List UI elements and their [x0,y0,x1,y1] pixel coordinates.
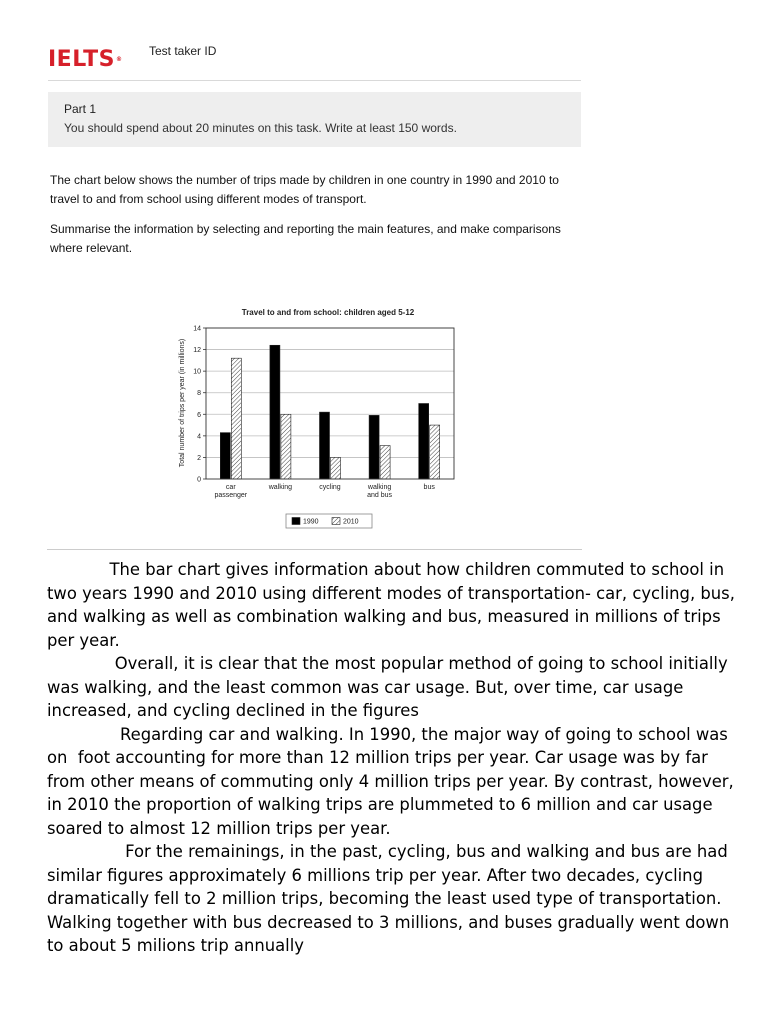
logo-text: IELTS [48,47,115,72]
bar-2010 [380,446,390,479]
x-tick-label: bus [423,484,435,491]
x-tick-label: walking [367,484,392,491]
registered-mark: ® [115,56,123,63]
essay-body [47,558,741,958]
legend-swatch-2010 [332,518,340,525]
plot-frame [206,328,454,479]
bar-2010 [430,425,440,479]
bar-1990 [320,412,330,479]
bar-2010 [231,358,241,479]
y-tick-label: 2 [197,454,201,462]
essay-paragraph-2: Overall, it is clear that the most popular method of going to school initially was walking, and the least common was car usage. But, over time, car usage increased, and cycling declined in the figures [47,654,733,720]
essay-paragraph-1: The bar chart gives information about how children commuted to school in two years 1990 and 2010 using different modes of transportation- car, cycling, bus, and walking as well as combination walking and bus, measured in millions of trips per year. [47,560,741,650]
chart-title: Travel to and from school: children aged 5-12 [241,308,415,317]
y-tick-label: 12 [193,347,201,355]
section-divider [47,549,582,550]
y-tick-label: 10 [193,368,201,376]
y-axis-label: Total number of trips per year (in millions) [179,338,186,468]
essay-paragraph-4: For the remainings, in the past, cycling, bus and walking and bus are had similar figures approximately 6 millions trip per year. After two decades, cycling dramatically fell to 2 million trips, becoming the least used type of transportation. Walking together with bus decreased to 3 millions, and buses gradually went down to about 5 milions trip annually [47,842,735,955]
legend-label: 2010 [343,518,359,526]
legend-label: 1990 [303,518,319,526]
part-title: Part 1 [64,102,97,116]
task-instruction-box [48,92,581,147]
chart-svg [176,302,466,534]
bar-1990 [220,433,230,479]
y-tick-label: 0 [197,476,201,484]
bar-chart [176,302,466,534]
test-taker-id-label: Test taker ID [149,44,217,58]
y-tick-label: 4 [197,433,201,441]
bar-1990 [419,404,429,480]
x-tick-label: and bus [367,492,393,499]
legend-swatch-1990 [292,518,300,525]
bar-2010 [331,457,341,479]
y-tick-label: 6 [197,411,201,419]
page-header [48,40,581,81]
x-tick-label: cycling [319,484,341,491]
x-tick-label: passenger [214,492,248,499]
bar-1990 [270,345,280,479]
x-tick-label: car [225,484,236,491]
y-tick-label: 8 [197,390,201,398]
bar-2010 [281,414,291,479]
ielts-logo [48,48,122,72]
task-description: The chart below shows the number of trips made by children in one country in 1990 and 2010 to travel to and from school using different modes of transport. [50,173,559,206]
time-instruction: You should spend about 20 minutes on this task. Write at least 150 words. [64,121,457,135]
x-tick-label: walking [268,484,293,491]
y-tick-label: 14 [193,325,201,333]
essay-paragraph-3: Regarding car and walking. In 1990, the major way of going to school was on foot accounting for more than 12 million trips per year. Car usage was by far from other means of commuting only 4 million trips per year. By contrast, however, in 2010 the proportion of walking trips are plummeted to 6 million and car usage soared to almost 12 million trips per year. [47,724,739,838]
task-summary-instruction: Summarise the information by selecting and reporting the main features, and make comparisons where relevant. [50,222,561,255]
bar-1990 [369,415,379,479]
